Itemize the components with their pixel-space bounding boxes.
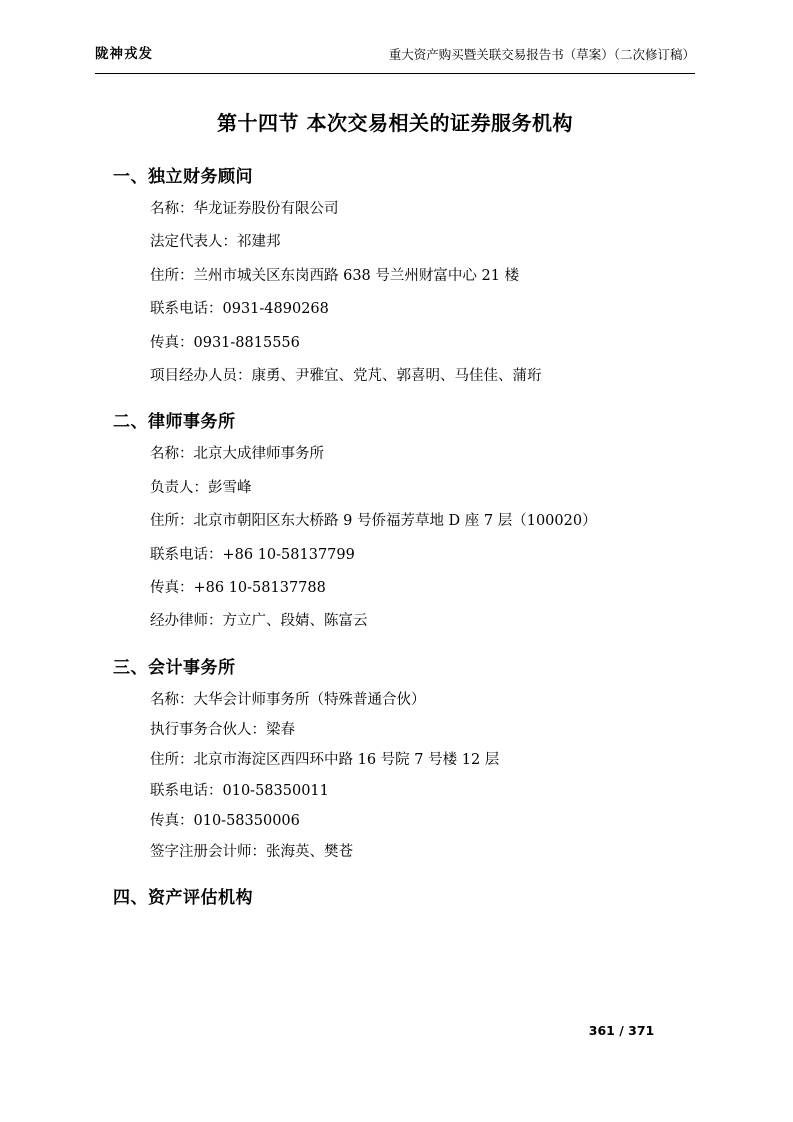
section-2-line-4: 联系电话：+86 10-58137799 xyxy=(150,546,355,563)
page-header xyxy=(95,46,695,62)
page-number: 361 / 371 xyxy=(588,1023,655,1038)
page-title: 第十四节 本次交易相关的证券服务机构 xyxy=(217,111,573,135)
section-3-line-5: 传真：010-58350006 xyxy=(150,813,300,830)
section-2-line-1: 名称：北京大成律师事务所 xyxy=(150,446,324,463)
section-heading-3: 三、会计事务所 xyxy=(113,657,236,678)
section-2-line-6: 经办律师：方立广、段婧、陈富云 xyxy=(150,613,368,630)
section-1-line-6: 项目经办人员：康勇、尹雅宜、党芃、郭喜明、马佳佳、蒲珩 xyxy=(150,367,542,384)
section-1-line-2: 法定代表人：祁建邦 xyxy=(150,234,281,251)
page-footer xyxy=(0,1020,793,1039)
section-2-line-2: 负责人：彭雪峰 xyxy=(150,479,252,496)
section-1-line-1: 名称：华龙证券股份有限公司 xyxy=(150,201,339,217)
section-3-line-4: 联系电话：010-58350011 xyxy=(150,782,329,799)
section-heading-4: 四、资产评估机构 xyxy=(113,888,253,909)
header-divider xyxy=(95,73,695,74)
section-3-line-3: 住所：北京市海淀区西四环中路 16 号院 7 号楼 12 层 xyxy=(150,752,500,769)
section-heading-1: 一、独立财务顾问 xyxy=(113,167,253,187)
section-1-line-4: 联系电话：0931-4890268 xyxy=(150,301,329,318)
header-company-name: 陇神戎发 xyxy=(95,46,153,62)
section-1-line-3: 住所：兰州市城关区东岗西路 638 号兰州财富中心 21 楼 xyxy=(150,267,520,284)
section-heading-2: 二、律师事务所 xyxy=(113,412,236,433)
header-document-name: 重大资产购买暨关联交易报告书（草案）（二次修订稿） xyxy=(388,47,695,63)
section-2-line-3: 住所：北京市朝阳区东大桥路 9 号侨福芳草地 D 座 7 层（100020） xyxy=(150,513,597,530)
section-3-line-6: 签字注册会计师：张海英、樊苍 xyxy=(150,843,353,860)
section-2-line-5: 传真：+86 10-58137788 xyxy=(150,579,326,596)
section-1-line-5: 传真：0931-8815556 xyxy=(150,334,300,351)
document-body xyxy=(95,95,695,922)
section-3-line-2: 执行事务合伙人：梁春 xyxy=(150,722,295,739)
section-3-line-1: 名称：大华会计师事务所（特殊普通合伙） xyxy=(150,691,426,708)
